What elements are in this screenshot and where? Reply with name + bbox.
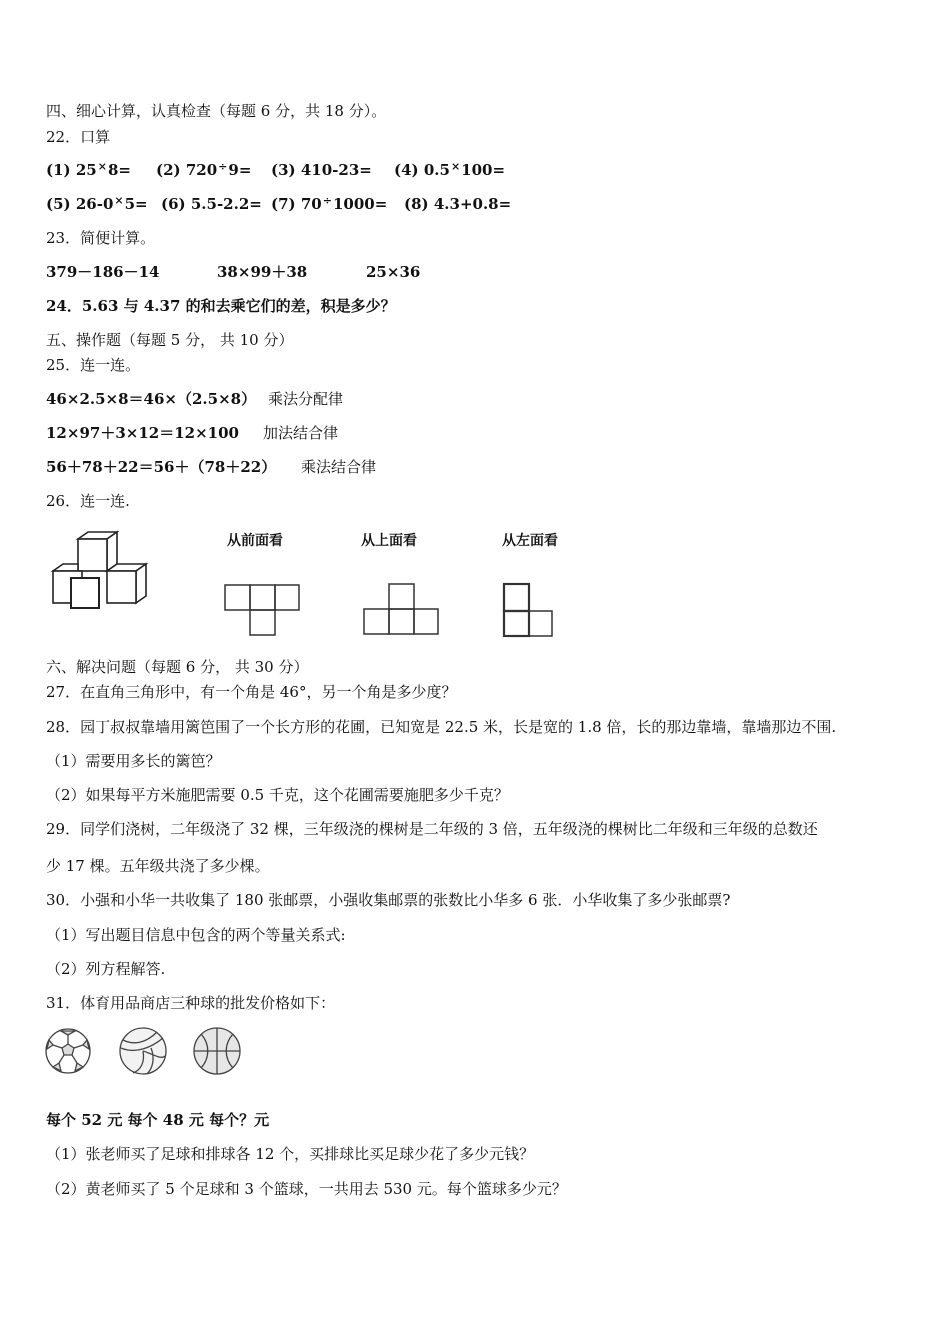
top-view-figure [361,581,441,637]
q25-right-1: 乘法分配律 [268,390,344,408]
q25-left-3: 56＋78＋22＝56＋（78＋22） [46,458,277,476]
q30-part-2: （2）列方程解答. [46,960,166,978]
q25-left-2: 12×97＋3×12＝12×100 [46,424,239,442]
divide-sign: ÷ [322,194,332,207]
q29-line-1: 29．同学们浇树，二年级浇了 32 棵，三年级浇的棵树是二年级的 3 倍，五年级浇的棵树比二年级和三年级的总数还 [46,820,818,838]
q30-stem: 30．小强和小华一共收集了 180 张邮票，小强收集邮票的张数比小华多 6 张．小华收集了多少张邮票? [46,891,731,909]
q22-item-5: (5) 26-0×5= [46,194,148,213]
q22-item-4: (4) 0.5×100= [394,160,506,179]
soccer-ball-icon [44,1027,92,1075]
left-view-figure [500,581,556,639]
q31-part-1: （1）张老师买了足球和排球各 12 个，买排球比买足球少花了多少元钱？ [46,1145,535,1163]
section-5-heading: 五、操作题（每题 5 分， 共 10 分） [46,331,294,349]
q29-line-2: 少 17 棵。五年级共浇了多少棵。 [46,857,270,875]
q26-title: 26．连一连. [46,492,130,510]
q22-item-1: (1) 25×8= [46,160,131,179]
view-label-left: 从左面看 [502,533,558,549]
basketball-icon [192,1026,242,1076]
volleyball-icon [117,1026,169,1076]
q22-item-2: (2) 720÷9= [156,160,252,179]
q31-prices: 每个 52 元 每个 48 元 每个？元 [46,1111,270,1129]
divide-sign: ÷ [218,160,228,173]
q24-text: 24．5.63 与 4.37 的和去乘它们的差，积是多少？ [46,297,396,315]
q28-part-2: （2）如果每平方米施肥需要 0.5 千克，这个花圃需要施肥多少千克？ [46,786,509,804]
q22-item-8: (8) 4.3+0.8= [404,195,512,213]
q31-part-2: （2）黄老师买了 5 个足球和 3 个篮球，一共用去 530 元。每个篮球多少元？ [46,1180,567,1198]
front-view-figure [222,582,302,638]
q25-right-2: 加法结合律 [263,424,339,442]
q25-left-1: 46×2.5×8＝46×（2.5×8） [46,390,257,408]
q23-item-2: 38×99＋38 [217,263,308,281]
view-label-front: 从前面看 [227,533,283,549]
q27-text: 27．在直角三角形中，有一个角是 46°，另一个角是多少度？ [46,683,457,701]
q28-part-1: （1）需要用多长的篱笆？ [46,752,221,770]
q30-part-1: （1）写出题目信息中包含的两个等量关系式: [46,926,346,944]
section-4-heading: 四、细心计算，认真检查（每题 6 分，共 18 分）。 [46,102,387,120]
q25-title: 25．连一连。 [46,356,141,374]
q22-title: 22．口算 [46,128,111,146]
q22-item-3: (3) 410-23= [271,161,372,179]
section-6-heading: 六、解决问题（每题 6 分， 共 30 分） [46,658,309,676]
q25-right-3: 乘法结合律 [301,458,377,476]
q28-stem: 28．园丁叔叔靠墙用篱笆围了一个长方形的花圃，已知宽是 22.5 米，长是宽的 1.8 倍，长的那边靠墙，靠墙那边不围. [46,718,837,736]
q22-item-6: (6) 5.5-2.2= [161,195,262,213]
view-label-top: 从上面看 [361,533,417,549]
times-sign: × [97,160,107,173]
q23-title: 23．简便计算。 [46,229,156,247]
cube-stack-figure [48,530,154,610]
times-sign: × [450,160,461,173]
q31-stem: 31．体育用品商店三种球的批发价格如下： [46,994,336,1012]
q23-item-3: 25×36 [366,263,421,281]
q23-item-1: 379－186－14 [46,263,160,281]
q22-item-7: (7) 70÷1000= [271,194,388,213]
times-sign: × [114,194,124,207]
